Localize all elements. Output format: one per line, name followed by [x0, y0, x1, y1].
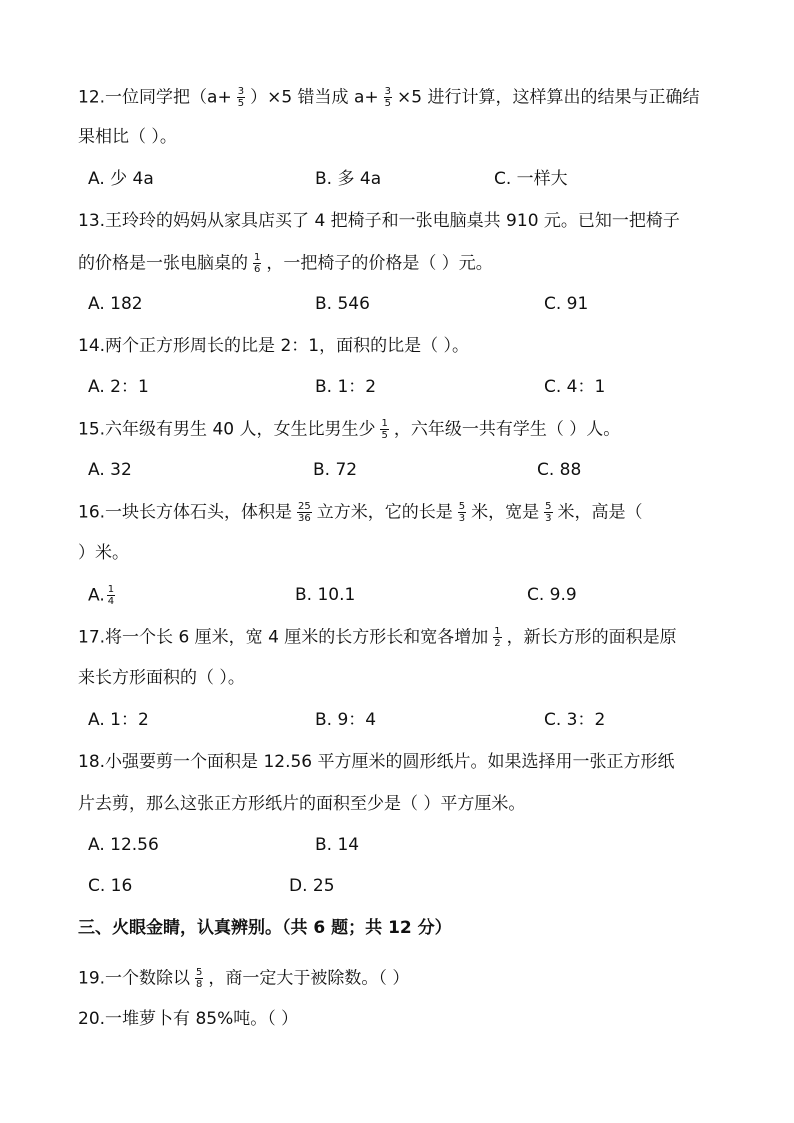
question-15-line-1: 15.六年级有男生 40 人，女生比男生少 $\frac{1}{5}$ ，六年级一共有学生（ ）人。	[78, 418, 621, 441]
option-a: A. 1：2	[88, 710, 149, 730]
option-a: A. 少 4a	[88, 169, 154, 189]
option-a: A. 12.56	[88, 835, 159, 855]
option-c: C. 4：1	[544, 377, 606, 397]
question-18-line-1: 18.小强要剪一个面积是 12.56 平方厘米的圆形纸片。如果选择用一张正方形纸	[78, 752, 675, 772]
fraction: $\frac{3}{5}$	[237, 86, 245, 109]
option-b: B. 546	[315, 294, 370, 314]
option-a: A. 182	[88, 294, 143, 314]
fraction: $\frac{1}{2}$	[494, 626, 501, 649]
fraction: $\frac{5}{3}$	[545, 501, 552, 524]
option-a: A. 2：1	[88, 377, 149, 397]
option-b: B. 10.1	[295, 585, 356, 605]
question-12-line-2: 果相比（ ）。	[78, 127, 177, 147]
option-c: C. 88	[537, 460, 582, 480]
question-19-line-1: 19.一个数除以 $\frac{5}{8}$ ，商一定大于被除数。（ ）	[78, 967, 410, 990]
fraction: $\frac{1}{5}$	[381, 418, 388, 441]
question-13-line-1: 13.王玲玲的妈妈从家具店买了 4 把椅子和一张电脑桌共 910 元。已知一把椅子	[78, 211, 680, 231]
question-16-line-2: ）米。	[78, 543, 129, 563]
option-a: A. $\frac{1}{4}$	[88, 584, 115, 607]
question-18-line-2: 片去剪，那么这张正方形纸片的面积至少是（ ）平方厘米。	[78, 794, 526, 814]
fraction: $\frac{3}{5}$	[384, 86, 391, 109]
option-a: A. 32	[88, 460, 132, 480]
question-13-line-2: 的价格是一张电脑桌的 $\frac{1}{6}$ ，一把椅子的价格是（ ）元。	[78, 252, 493, 275]
option-c: C. 3：2	[544, 710, 606, 730]
question-16-line-1: 16.一块长方体石头，体积是 $\frac{25}{36}$ 立方米，它的长是 $\frac{5}{3}$ 米，宽是 $\frac{5}{3}$ 米，高是（	[78, 501, 643, 524]
question-14-line-1: 14.两个正方形周长的比是 2：1，面积的比是（ ）。	[78, 336, 469, 356]
option-b: B. 72	[313, 460, 358, 480]
option-c: C. 91	[544, 294, 589, 314]
question-17-line-2: 来长方形面积的（ ）。	[78, 668, 245, 688]
fraction: $\frac{5}{8}$	[196, 967, 203, 990]
fraction: $\frac{1}{4}$	[107, 584, 115, 607]
option-c: C. 16	[88, 876, 133, 896]
option-c: C. 9.9	[527, 585, 577, 605]
question-17-line-1: 17.将一个长 6 厘米，宽 4 厘米的长方形长和宽各增加 $\frac{1}{2}$ ，新长方形的面积是原	[78, 626, 677, 649]
option-b: B. 1：2	[315, 377, 377, 397]
option-d: D. 25	[289, 876, 335, 896]
question-20-line-1: 20.一堆萝卜有 85%吨。（ ）	[78, 1009, 299, 1029]
option-b: B. 14	[315, 835, 360, 855]
fraction: $\frac{25}{36}$	[298, 501, 311, 524]
section-heading: 三、火眼金睛，认真辨别。（共 6 题；共 12 分）	[78, 918, 452, 938]
fraction: $\frac{5}{3}$	[458, 501, 466, 524]
option-c: C. 一样大	[494, 169, 568, 189]
option-b: B. 9：4	[315, 710, 377, 730]
option-b: B. 多 4a	[315, 169, 382, 189]
question-12-line-1: 12.一位同学把（a+ $\frac{3}{5}$ ）×5 错当成 a+ $\frac{3}{5}$ ×5 进行计算，这样算出的结果与正确结	[78, 86, 700, 109]
fraction: $\frac{1}{6}$	[254, 252, 261, 275]
